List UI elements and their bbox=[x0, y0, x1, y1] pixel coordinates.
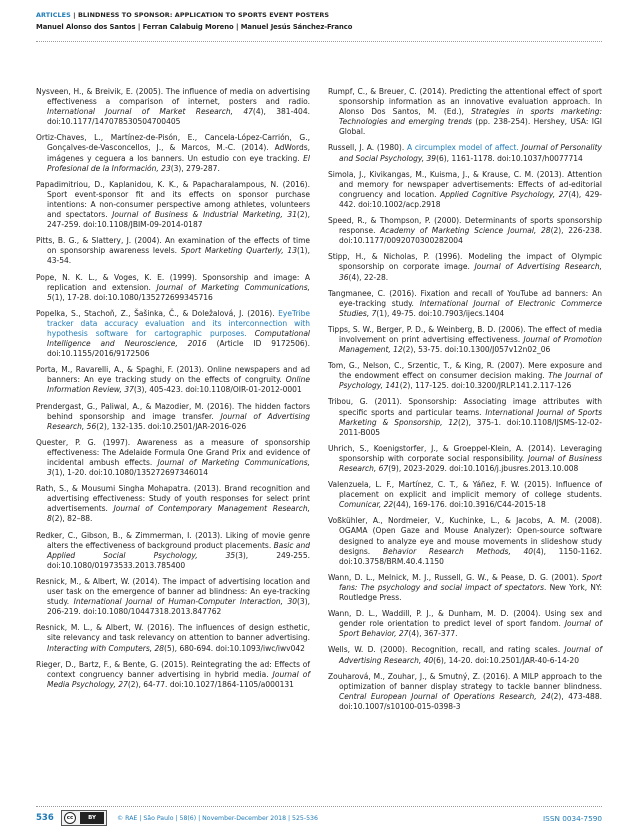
reference-text: (3), 405-423. doi:10.1108/OIR-01-2012-0001 bbox=[133, 385, 302, 395]
reference-entry bbox=[328, 672, 602, 712]
reference-entry bbox=[36, 365, 310, 395]
reference-text: Voßkühler, A., Nordmeier, V., Kuchinke, L., & Jacobs, A. M. (2008). OGAMA (Open Gaze and Mouse Analyzer): Open-source software designed to analyze eye and mouse movements in slideshow study designs. bbox=[328, 516, 602, 556]
reference-text: Popelka, S., Stachoň, Z., Šašinka, Č., & Doležalová, J. (2016). bbox=[36, 308, 279, 318]
header-separator: | bbox=[70, 11, 78, 19]
reference-text: Uhrich, S., Koenigstorfer, J., & Groeppel-Klein, A. (2014). Leveraging sponsorship with corporate social responsibility. bbox=[328, 443, 602, 463]
reference-entry bbox=[328, 216, 602, 246]
reference-journal: Journal of Business & Industrial Marketing, 31 bbox=[112, 210, 297, 220]
reference-text: (1), 1-20. doi:10.1080/135272697346014 bbox=[51, 468, 209, 478]
reference-entry bbox=[328, 361, 602, 391]
journal-info: © RAE | São Paulo | 58(6) | November-December 2018 | 525-536 bbox=[117, 815, 318, 822]
reference-text: Nysveen, H., & Breivik, E. (2005). The influence of media on advertising effectiveness a comparison of internet, posters and radio. bbox=[36, 87, 310, 107]
header-divider bbox=[36, 41, 602, 42]
reference-entry bbox=[328, 573, 602, 603]
reference-text: (Article ID 9172506). doi:10.1155/2016/9172506 bbox=[47, 339, 310, 359]
reference-entry bbox=[328, 325, 602, 355]
reference-journal: Journal of Promotion Management, 12 bbox=[339, 334, 602, 355]
reference-journal: Academy of Marketing Science Journal, 28 bbox=[380, 226, 551, 236]
reference-text: (4), 367-377. bbox=[408, 629, 458, 639]
reference-entry bbox=[36, 273, 310, 303]
reference-entry bbox=[328, 252, 602, 282]
reference-text: Valenzuela, L. F., Martínez, C. T., & Yáñez, F. W. (2015). Influence of placement on explicit and implicit memory of college students. bbox=[328, 480, 602, 500]
reference-text: (3), 206-219. doi:10.1080/10447318.2013.847762 bbox=[47, 597, 311, 617]
reference-journal: Journal of Advertising Research, 56 bbox=[47, 411, 310, 431]
reference-journal: Interacting with Computers, 28 bbox=[47, 643, 165, 653]
reference-text: (2), 226-238. doi:10.1177/0092070300282004 bbox=[339, 226, 602, 246]
reference-text: (4), 381-404. doi:10.1177/147078530504700405 bbox=[47, 107, 310, 127]
reference-text: Tribou, G. (2011). Sponsorship: Associating image attributes with specific sports and particular teams. bbox=[328, 397, 602, 417]
reference-entry bbox=[36, 577, 310, 617]
reference-text: (44), 169-176. doi:10.3916/C44-2015-18 bbox=[393, 500, 546, 510]
reference-text: Rath, S., & Mousumi Singha Mohapatra. (2013). Brand recognition and advertising effectiveness: Study of youth responses for select print advertisements. bbox=[36, 484, 310, 514]
reference-text: (3), 279-287. bbox=[170, 163, 220, 173]
reference-journal: Basic and Applied Social Psychology, 35 bbox=[47, 540, 310, 560]
reference-entry bbox=[36, 309, 310, 359]
reference-entry bbox=[36, 402, 310, 432]
reference-entry bbox=[328, 143, 602, 163]
by-icon: BY bbox=[80, 812, 104, 824]
reference-text: (2), 375-1. doi:10.1108/IJSMS-12-02-2011-B005 bbox=[339, 417, 603, 437]
reference-text: Pope, N. K. L., & Voges, K. E. (1999). Sponsorship and image: A replication and extension. bbox=[36, 272, 310, 292]
reference-text: (2), 82–88. bbox=[51, 514, 93, 524]
reference-journal: Journal of Advertising Research, 40 bbox=[339, 645, 602, 665]
reference-text: (1), 43-54. bbox=[47, 246, 310, 266]
reference-text: (4), 1150-1162. doi:10.3758/BRM.40.4.1150 bbox=[339, 546, 603, 566]
reference-entry bbox=[328, 645, 602, 665]
reference-text: (6), 14-20. doi:10.2501/JAR-40-6-14-20 bbox=[433, 655, 579, 665]
reference-text: (2), 117-125. doi:10.3200/JRLP.141.2.117-126 bbox=[399, 381, 572, 391]
running-title: BLINDNESS TO SPONSOR: APPLICATION TO SPORTS EVENT POSTERS bbox=[77, 11, 330, 19]
reference-journal: Comunicar, 22 bbox=[339, 500, 394, 510]
reference-journal: Journal of Sport Behavior, 27 bbox=[339, 619, 602, 639]
references-left-column bbox=[36, 87, 310, 696]
reference-text: (4), 22-28. bbox=[348, 272, 389, 282]
reference-text: Stipp, H., & Nicholas, P. (1996). Modeling the impact of Olympic sponsorship on corporate image. bbox=[328, 252, 602, 272]
cc-by-license-icon[interactable] bbox=[61, 810, 107, 826]
reference-journal: International Journal of Human-Computer Interaction, 30 bbox=[73, 597, 297, 607]
reference-text: (pp. 238-254). Hershey, USA: IGI Global. bbox=[339, 117, 603, 137]
reference-entry bbox=[328, 609, 602, 639]
reference-text: Rumpf, C., & Breuer, C. (2014). Predicting the attentional effect of sport sponsorship information as an innovative evaluation approach. In Alonso Dos Santos, M. (Ed.), bbox=[328, 87, 602, 117]
reference-journal: Journal of Marketing Communications, 3 bbox=[47, 458, 310, 478]
issn: ISSN 0034-7590 bbox=[543, 814, 602, 823]
reference-text: Pitts, B. G., & Slattery, J. (2004). An examination of the effects of time on sponsorship awareness levels. bbox=[36, 236, 310, 256]
reference-text: Rieger, D., Bartz, F., & Bente, G. (2015). Reintegrating the ad: Effects of context congruency banner advertising in hybrid media. bbox=[36, 659, 310, 679]
reference-text: (9), 2023-2029. doi:10.1016/j.jbusres.2013.10.008 bbox=[388, 464, 579, 473]
page-number: 536 bbox=[36, 813, 54, 823]
reference-entry bbox=[36, 484, 310, 524]
reference-text: Tangmanee, C. (2016). Fixation and recall of YouTube ad banners: An eye-tracking study. bbox=[328, 288, 602, 308]
reference-text: Wann, D. L., Melnick, M. J., Russell, G. W., & Pease, D. G. (2001). bbox=[328, 572, 582, 582]
reference-journal: Sport fans: The psychology and social impact of spectators bbox=[339, 572, 602, 592]
section-label: ARTICLES bbox=[36, 11, 71, 19]
reference-entry bbox=[36, 623, 310, 653]
reference-journal: Journal of Business Research, 67 bbox=[339, 453, 603, 473]
reference-entry bbox=[36, 180, 310, 230]
reference-entry bbox=[328, 289, 602, 319]
reference-text: Tom, G., Nelson, C., Srzentic, T., & King, R. (2007). Mere exposure and the endowment effect on consumer decision making. bbox=[328, 361, 602, 381]
reference-entry bbox=[36, 531, 310, 571]
reference-text: Redker, C., Gibson, B., & Zimmerman, I. (2013). Liking of movie genre alters the effectiveness of background product placements. bbox=[36, 530, 310, 550]
reference-entry bbox=[36, 438, 310, 478]
reference-entry bbox=[36, 87, 310, 127]
reference-journal: Sport Marketing Quarterly, 13 bbox=[180, 246, 297, 256]
reference-entry bbox=[36, 133, 310, 173]
reference-text: Papadimitriou, D., Kaplanidou, K. K., & Papacharalampous, N. (2016). Sport event-sponsor fit and its effects on sponsor purchase intentions: A non-consumer perspective among athletes, volunteers and spectators. bbox=[36, 179, 310, 220]
reference-text: Porta, M., Ravarelli, A., & Spaghi, F. (2013). Online newspapers and ad banners: An eye tracking study on the effects of congruity. bbox=[36, 365, 310, 385]
reference-entry bbox=[328, 87, 602, 137]
reference-entry bbox=[36, 660, 310, 690]
reference-text: (2), 53-75. doi:10.1300/J057v12n02_06 bbox=[402, 345, 551, 355]
running-header bbox=[36, 11, 329, 19]
reference-text: (2), 473-488. doi:10.1007/s10100-015-0398-3 bbox=[339, 691, 602, 711]
reference-journal: Journal of Contemporary Management Research, 8 bbox=[47, 504, 310, 524]
author-line: Manuel Alonso dos Santos | Ferran Calabuig Moreno | Manuel Jesús Sánchez-Franco bbox=[36, 23, 353, 31]
reference-entry bbox=[36, 236, 310, 266]
reference-text: (4), 429-442. doi:10.1002/acp.2918 bbox=[339, 189, 602, 209]
reference-journal: Behavior Research Methods, 40 bbox=[382, 546, 534, 556]
reference-text: Simola, J., Kivikangas, M., Kuisma, J., & Krause, C. M. (2013). Attention and memory for newspaper advertisements: Effects of ad-editorial congruency and location. bbox=[328, 169, 602, 199]
reference-journal: International Journal of Sports Marketing & Sponsorship, 12 bbox=[339, 407, 602, 427]
reference-journal: Applied Cognitive Psychology, 27 bbox=[440, 189, 569, 199]
reference-journal: El Profesional de la Información, 23 bbox=[47, 153, 310, 173]
reference-text: Resnick, M. L., & Albert, W. (2016). The influences of design esthetic, site relevancy and task relevancy on attention to banner advertising. bbox=[36, 623, 310, 643]
reference-text: Wells, W. D. (2000). Recognition, recall, and rating scales. bbox=[328, 645, 565, 655]
reference-journal: The Journal of Psychology, 141 bbox=[339, 371, 602, 391]
reference-journal: Central European Journal of Operations Research, 24 bbox=[339, 691, 551, 701]
reference-entry bbox=[328, 397, 602, 437]
reference-entry bbox=[328, 444, 602, 474]
reference-journal: Journal of Advertising Research, 36 bbox=[339, 262, 603, 282]
reference-journal: Computational Intelligence and Neuroscience, 2016 bbox=[47, 328, 310, 349]
reference-text: Quester, P. G. (1997). Awareness as a measure of sponsorship effectiveness: The Adelaide Formula One Grand Prix and evidence of incidental ambush effects. bbox=[36, 437, 310, 467]
reference-entry bbox=[328, 170, 602, 210]
reference-journal: Strategies in sports marketing: Technologies and emerging trends bbox=[339, 107, 602, 127]
reference-journal: Journal of Personality and Social Psychology, 39 bbox=[339, 143, 602, 163]
reference-journal: Journal of Marketing Communications, 5 bbox=[47, 282, 310, 302]
reference-text: Resnick, M., & Albert, W. (2014). The impact of advertising location and user task on the emergence of banner ad blindness: An eye-tracking study. bbox=[36, 576, 310, 607]
reference-entry bbox=[328, 516, 602, 566]
reference-text: . New York, NY: Routledge Press. bbox=[339, 582, 602, 603]
reference-journal: Journal of Media Psychology, 27 bbox=[47, 669, 311, 689]
reference-text: (6), 1161-1178. doi:10.1037/h0077714 bbox=[436, 153, 583, 163]
reference-link[interactable]: EyeTribe tracker data accuracy evaluation and its interconnection with hypothesis software for cartographic purposes. bbox=[47, 308, 310, 338]
reference-text: Wann, D. L., Waddill, P. J., & Dunham, M. D. (2004). Using sex and gender role orientation to predict level of sport fandom. bbox=[328, 609, 602, 629]
reference-link[interactable]: A circumplex model of affect. bbox=[407, 143, 522, 153]
cc-circle-icon: cc bbox=[64, 812, 76, 824]
reference-text: Speed, R., & Thompson, P. (2000). Determinants of sports sponsorship response. bbox=[328, 216, 602, 236]
reference-journal: International Journal of Market Research, 47 bbox=[47, 107, 253, 117]
reference-text: (2), 132-135. doi:10.2501/JAR-2016-026 bbox=[96, 421, 247, 431]
reference-text: (1), 17-28. doi:10.1080/135272699345716 bbox=[51, 292, 213, 302]
reference-text: (2), 64-77. doi:10.1027/1864-1105/a000131 bbox=[127, 679, 294, 689]
reference-text: (1), 49-75. doi:10.7903/ijecs.1404 bbox=[376, 308, 505, 318]
reference-text: Zouharová, M., Zouhar, J., & Smutný, Z. (2016). A MILP approach to the optimization of banner display strategy to tackle banner blindness. bbox=[328, 671, 602, 691]
reference-text: (3), 249-255. doi:10.1080/01973533.2013.785400 bbox=[47, 550, 310, 570]
footer-divider bbox=[36, 806, 602, 807]
reference-text: Prendergast, G., Paliwal, A., & Mazodier, M. (2016). The hidden factors behind sponsorship and image transfer. bbox=[36, 401, 310, 421]
references-right-column bbox=[328, 87, 602, 718]
reference-journal: International Journal of Electronic Commerce Studies, 7 bbox=[339, 298, 602, 318]
reference-text: (2), 247-259. doi:10.1108/JBIM-09-2014-0187 bbox=[47, 210, 310, 230]
reference-text: Ortiz-Chaves, L., Martínez-de-Pisón, E., Cancela-López-Carrión, G., Gonçalves-de-Vasconcellos, J., & Marcos, M.-C. (2014). AdWords, imágenes y ceguera a los banners. Un estudio con eye tracking. bbox=[36, 133, 310, 163]
reference-journal: Online Information Review, 37 bbox=[47, 375, 310, 395]
reference-entry bbox=[328, 480, 602, 510]
reference-text: Tipps, S. W., Berger, P. D., & Weinberg, B. D. (2006). The effect of media involvement on print advertising effectiveness. bbox=[328, 324, 602, 344]
reference-text: (5), 680-694. doi:10.1093/iwc/iwv042 bbox=[164, 643, 305, 653]
reference-text: Russell, J. A. (1980). bbox=[328, 143, 408, 153]
